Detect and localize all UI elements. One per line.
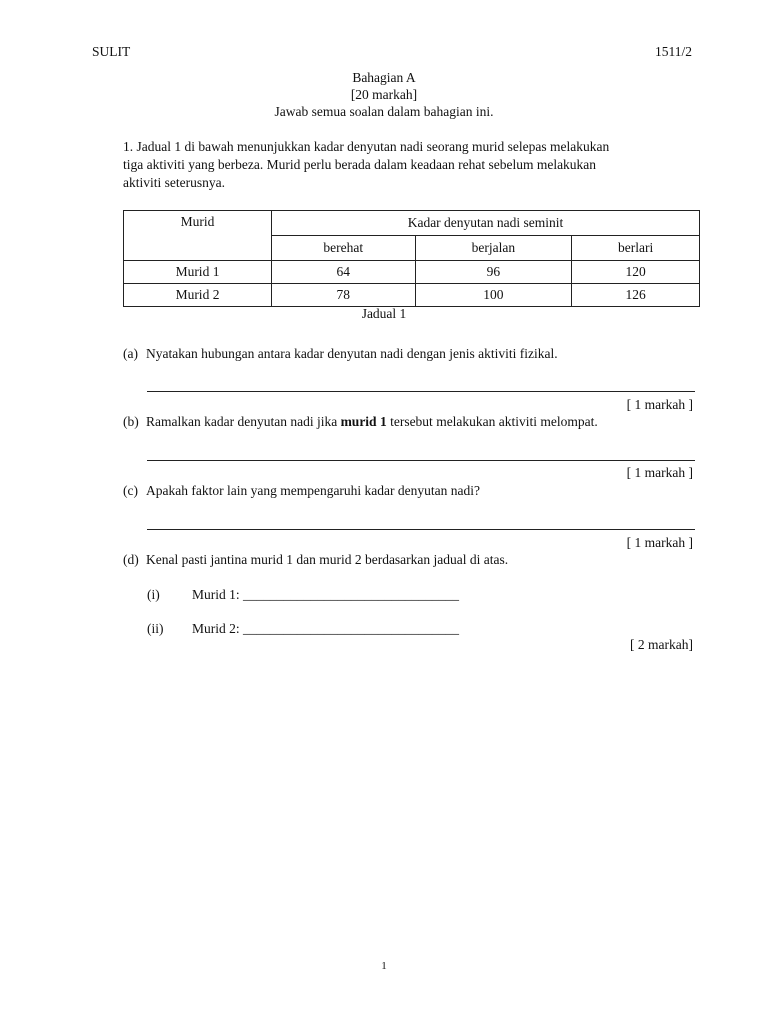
question-b-label: (b) xyxy=(123,414,139,429)
section-title: Bahagian A xyxy=(352,70,416,85)
question-c xyxy=(123,483,480,499)
answer-line-c[interactable] xyxy=(147,529,695,530)
answer-line-b[interactable] xyxy=(147,460,695,461)
question-b-text-bold: murid 1 xyxy=(340,414,387,429)
table-header-murid: Murid xyxy=(124,211,272,261)
question-a xyxy=(123,346,558,362)
section-marks: [20 markah] xyxy=(350,87,418,102)
table-header-group: Kadar denyutan nadi seminit xyxy=(272,211,700,236)
table-caption: Jadual 1 xyxy=(361,306,407,321)
table-subheader: berjalan xyxy=(415,236,572,261)
header-left: SULIT xyxy=(92,44,131,59)
question-c-label: (c) xyxy=(123,483,138,498)
marks-c: [ 1 markah ] xyxy=(626,535,693,550)
question-a-text: Nyatakan hubungan antara kadar denyutan nadi dengan jenis aktiviti fizikal. xyxy=(146,346,558,361)
question-d-text: Kenal pasti jantina murid 1 dan murid 2 berdasarkan jadual di atas. xyxy=(146,552,509,567)
marks-a: [ 1 markah ] xyxy=(626,397,693,412)
marks-d: [ 2 markah] xyxy=(630,637,693,652)
section-instruction: Jawab semua soalan dalam bahagian ini. xyxy=(274,104,494,119)
table-cell: 100 xyxy=(415,284,572,307)
table-cell: 78 xyxy=(272,284,416,307)
table-cell: Murid 1 xyxy=(124,261,272,284)
question-d xyxy=(123,552,508,568)
table-row xyxy=(124,284,700,307)
pulse-rate-table xyxy=(123,210,700,307)
question-b-text-post: tersebut melakukan aktiviti melompat. xyxy=(386,414,598,429)
question-intro-line: aktiviti seterusnya. xyxy=(123,175,225,190)
question-intro-line: tiga aktiviti yang berbeza. Murid perlu berada dalam keadaan rehat sebelum melakukan xyxy=(123,157,597,172)
question-a-label: (a) xyxy=(123,346,138,361)
sub-question-label: (ii) xyxy=(147,621,164,636)
table-row xyxy=(124,261,700,284)
answer-line-a[interactable] xyxy=(147,391,695,392)
table-cell: 64 xyxy=(272,261,416,284)
question-intro xyxy=(123,138,703,192)
table-cell: 120 xyxy=(572,261,700,284)
marks-b: [ 1 markah ] xyxy=(626,465,693,480)
question-intro-line: 1. Jadual 1 di bawah menunjukkan kadar denyutan nadi seorang murid selepas melakukan xyxy=(123,139,610,154)
question-d-label: (d) xyxy=(123,552,139,567)
table-subheader: berehat xyxy=(272,236,416,261)
table-cell: 96 xyxy=(415,261,572,284)
header-right: 1511/2 xyxy=(655,44,692,59)
page-number: 1 xyxy=(381,960,387,972)
question-c-text: Apakah faktor lain yang mempengaruhi kadar denyutan nadi? xyxy=(146,483,480,498)
table-subheader: berlari xyxy=(572,236,700,261)
sub-question-label: (i) xyxy=(147,587,160,602)
sub-question-murid-1[interactable]: Murid 1: ________________________________ xyxy=(192,587,460,602)
table-cell: 126 xyxy=(572,284,700,307)
table-cell: Murid 2 xyxy=(124,284,272,307)
question-b xyxy=(123,414,598,430)
sub-question-murid-2[interactable]: Murid 2: ________________________________ xyxy=(192,621,460,636)
question-b-text-pre: Ramalkan kadar denyutan nadi jika xyxy=(146,414,341,429)
